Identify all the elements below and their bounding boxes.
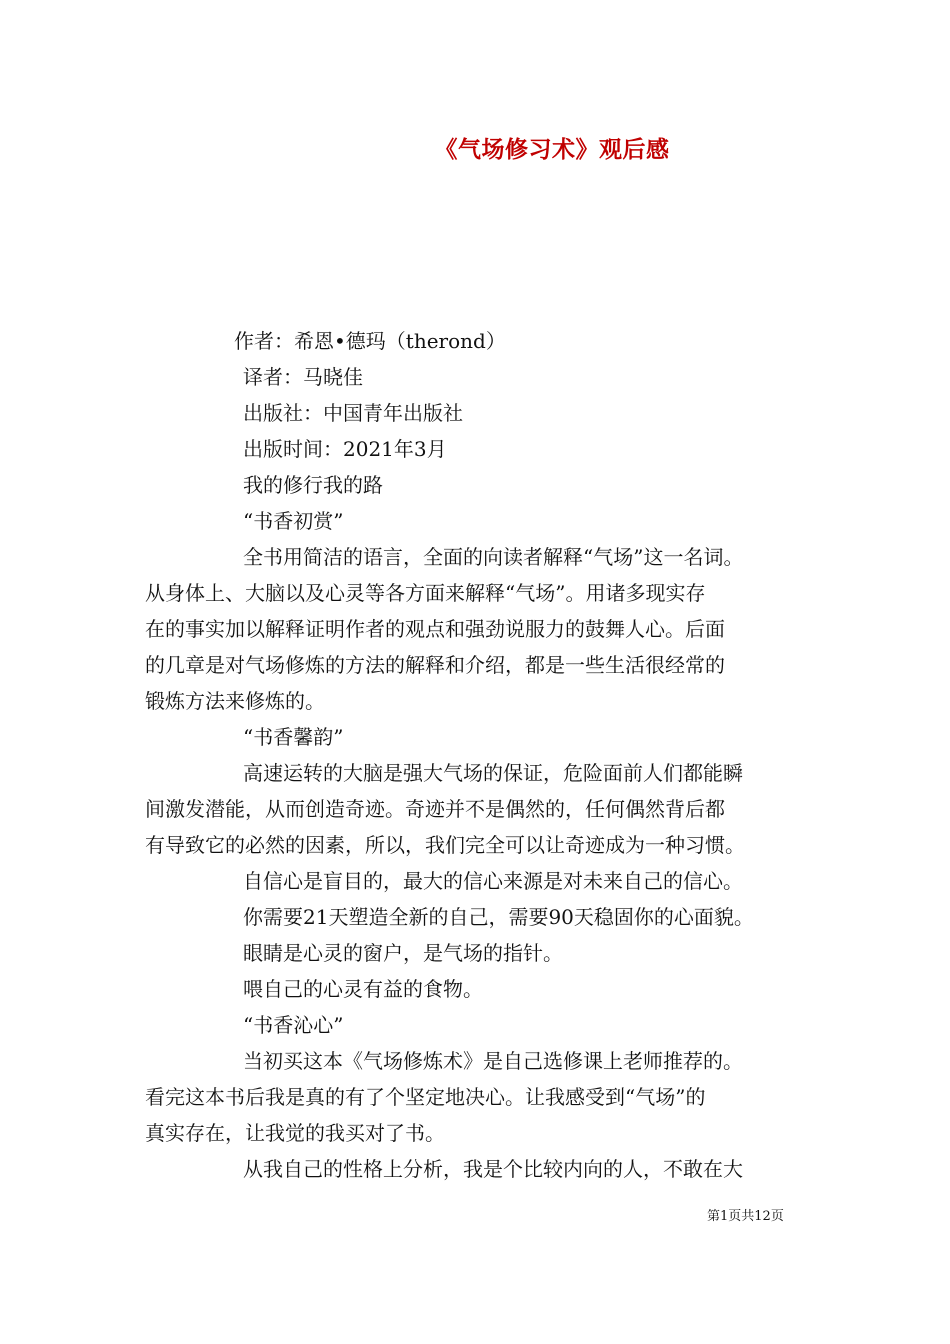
paragraph-line: 有导致它的必然的因素，所以，我们完全可以让奇迹成为一种习惯。 [145,833,745,857]
paragraph-line: 锻炼方法来修炼的。 [145,689,325,713]
paragraph-line: 间激发潜能，从而创造奇迹。奇迹并不是偶然的，任何偶然背后都 [145,797,725,821]
paragraph-line: 全书用简洁的语言，全面的向读者解释“气场”这一名词。 [243,545,744,569]
section-heading: “书香沁心” [243,1013,344,1037]
paragraph-line: 眼睛是心灵的窗户，是气场的指针。 [243,941,563,965]
paragraph-line: 当初买这本《气场修炼术》是自己选修课上老师推荐的。 [243,1049,743,1073]
document-title: 《气场修习术》观后感 [434,136,670,163]
paragraph-line: 喂自己的心灵有益的食物。 [243,977,483,1001]
paragraph-line: 的几章是对气场修炼的方法的解释和介绍，都是一些生活很经常的 [145,653,725,677]
paragraph-line: 从我自己的性格上分析，我是个比较内向的人，不敢在大 [243,1157,743,1181]
page-number: 第1页共12页 [707,1209,784,1224]
paragraph-line: 在的事实加以解释证明作者的观点和强劲说服力的鼓舞人心。后面 [145,617,725,641]
subtitle-line: 我的修行我的路 [243,473,383,497]
author-line: 作者：希恩•德玛（therond） [234,329,506,353]
paragraph-line: 你需要21天塑造全新的自己，需要90天稳固你的心面貌。 [243,905,754,929]
paragraph-line: 从身体上、大脑以及心灵等各方面来解释“气场”。用诸多现实存 [145,581,706,605]
publish-date-line: 出版时间：2021年3月 [243,437,447,461]
section-heading: “书香初赏” [243,509,344,533]
paragraph-line: 自信心是盲目的，最大的信心来源是对未来自己的信心。 [243,869,743,893]
publisher-line: 出版社：中国青年出版社 [243,401,463,425]
paragraph-line: 真实存在，让我觉的我买对了书。 [145,1121,445,1145]
paragraph-line: 看完这本书后我是真的有了个坚定地决心。让我感受到“气场”的 [145,1085,706,1109]
paragraph-line: 高速运转的大脑是强大气场的保证，危险面前人们都能瞬 [243,761,743,785]
section-heading: “书香馨韵” [243,725,344,749]
translator-line: 译者：马晓佳 [243,365,363,389]
